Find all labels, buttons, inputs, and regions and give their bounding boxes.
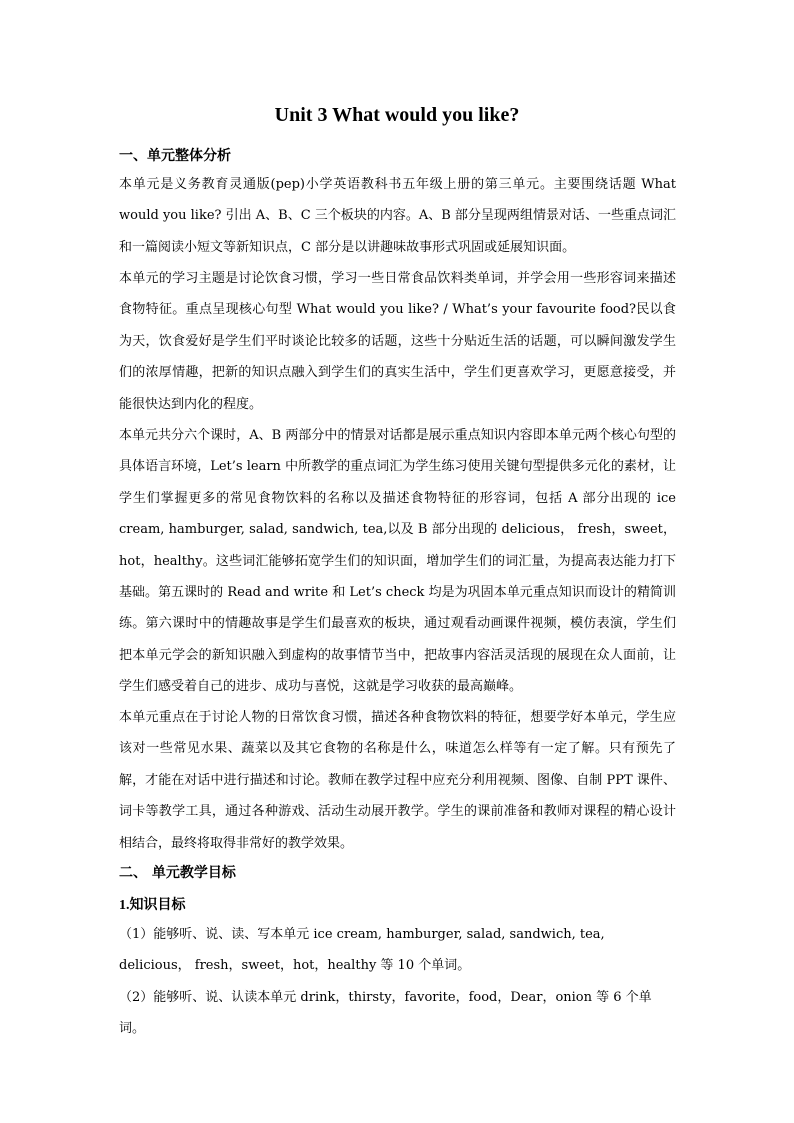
goal-item-2: （2）能够听、说、认读本单元 drink，thirsty，favorite，food，Dear，onion 等 6 个单词。 <box>119 990 652 1037</box>
section-heading-teaching-goals: 二、 单元教学目标 <box>119 865 236 881</box>
section-heading-unit-analysis: 一、单元整体分析 <box>119 148 231 164</box>
paragraph-focus: 本单元重点在于讨论人物的日常饮食习惯，描述各种食物饮料的特征，想要学好本单元，学生应该对一些常见水果、蔬菜以及其它食物的名称是什么，味道怎么样等有一定了解。只有预先了解，才能在对话中进行描述和讨论。教师在教学过程中应充分利用视频、图像、自制 PPT 课件、词卡等教学工具，通过各种游戏、活动生动展开教学。学生的课前准备和教师对课程的精心设计相结合，最终将取得非常好的教学效果。 <box>119 710 676 851</box>
paragraph-intro: 本单元是义务教育灵通版(pep)小学英语教科书五年级上册的第三单元。主要围绕话题 What would you like? 引出 A、B、C 三个板块的内容。A、B 部分呈现两组情景对话、一些重点词汇和一篇阅读小短文等新知识点，C 部分是以讲趣味故事形式巩固或延展知识面。 <box>119 177 676 255</box>
document-title: Unit 3 What would you like? <box>274 104 520 126</box>
paragraph-theme: 本单元的学习主题是讨论饮食习惯，学习一些日常食品饮料类单词，并学会用一些形容词来描述食物特征。重点呈现核心句型 What would you like? / What’s your favourite food?民以食为天，饮食爱好是学生们平时谈论比较多的话题，这些十分贴近生活的话题，可以瞬间激发学生们的浓厚情趣，把新的知识点融入到学生们的真实生活中，学生们更喜欢学习，更愿意接受，并能很快达到内化的程度。 <box>119 271 676 412</box>
subheading-knowledge-goals: 1.知识目标 <box>119 898 186 913</box>
paragraph-lessons: 本单元共分六个课时，A、B 两部分中的情景对话都是展示重点知识内容即本单元两个核心句型的具体语言环境，Let’s learn 中所教学的重点词汇为学生练习使用关键句型提供多元化的素材，让学生们掌握更多的常见食物饮料的名称以及描述食物特征的形容词，包括 A 部分出现的 ice cream, hamburger, salad, sandwich, tea,以及 B 部分出现的 delicious， fresh，sweet，hot，healthy。这些词汇能够拓宽学生们的知识面，增加学生们的词汇量，为提高表达能力打下基础。第五课时的 Read and write 和 Let’s check 均是为巩固本单元重点知识而设计的精简训练。第六课时中的情趣故事是学生们最喜欢的板块，通过观看动画课件视频，模仿表演，学生们把本单元学会的新知识融入到虚构的故事情节当中，把故事内容活灵活现的展现在众人面前，让学生们感受着自己的进步、成功与喜悦，这就是学习收获的最高巅峰。 <box>119 428 676 695</box>
goal-item-1: （1）能够听、说、读、写本单元 ice cream, hamburger, salad, sandwich, tea, delicious， fresh，sweet，hot，healthy 等 10 个单词。 <box>119 927 605 974</box>
